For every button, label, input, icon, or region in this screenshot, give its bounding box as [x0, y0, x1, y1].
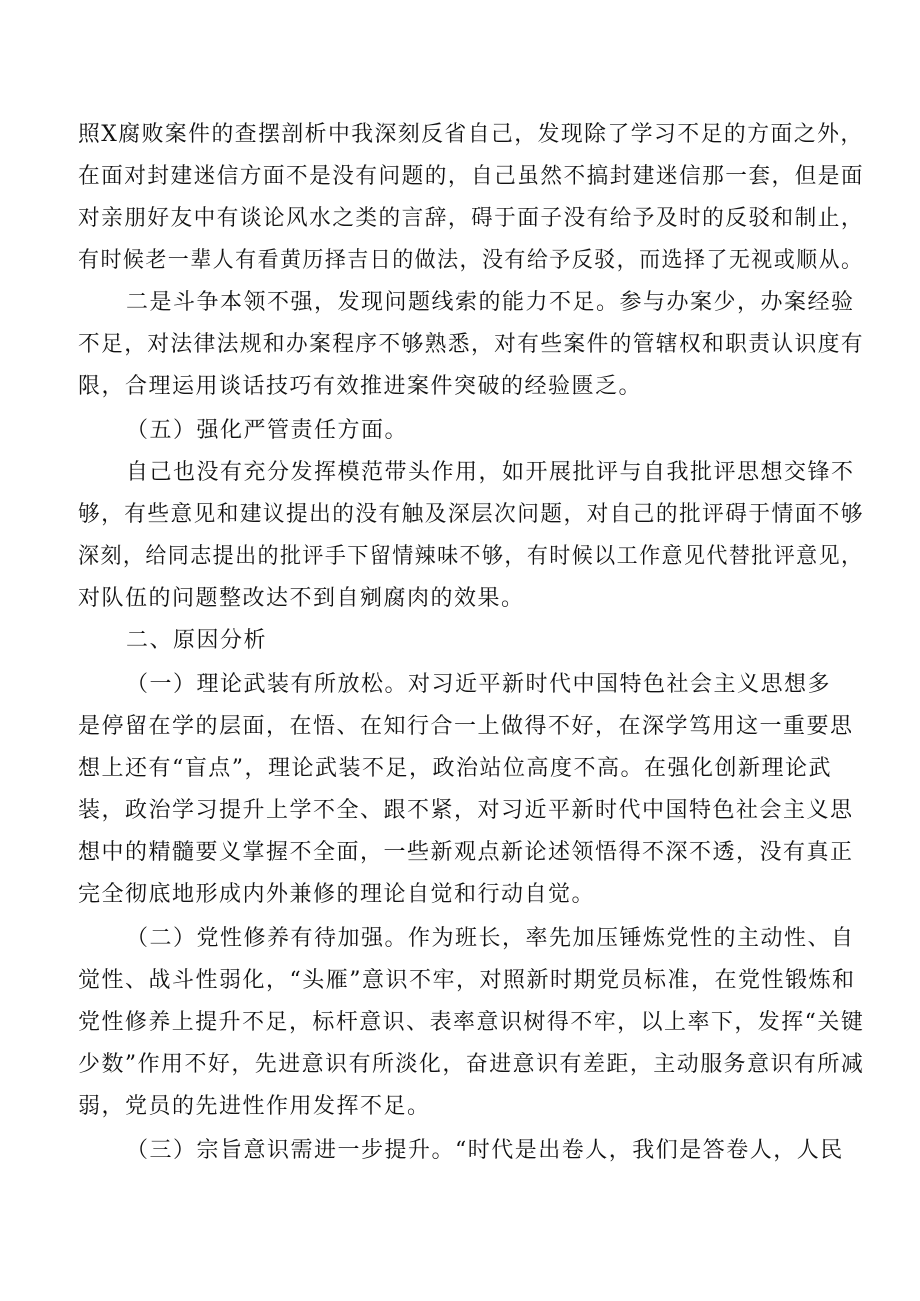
paragraph-line: （一）理论武装有所放松。对习近平新时代中国特色社会主义思想多 [126, 672, 832, 697]
paragraph-line: 弱，党员的先进性作用发挥不足。 [78, 1094, 431, 1119]
paragraph-line: 想上还有“盲点”，理论武装不足，政治站位高度不高。在强化创新理论武 [78, 756, 832, 781]
paragraph-line: （二）党性修养有待加强。作为班长，率先加压锤炼党性的主动性、自 [126, 926, 855, 951]
paragraph-line: 少数”作用不好，先进意识有所淡化，奋进意识有差距，主动服务意识有所减 [78, 1052, 865, 1077]
paragraph-line: 自己也没有充分发挥模范带头作用，如开展批评与自我批评思想交锋不 [126, 460, 855, 485]
paragraph-line: 够，有些意见和建议提出的没有触及深层次问题，对自己的批评碍于情面不够 [78, 502, 864, 527]
paragraph-line: 深刻，给同志提出的批评手下留情辣味不够，有时候以工作意见代替批评意见， [78, 544, 864, 569]
paragraph-line: 对亲朋好友中有谈论风水之类的言辞，碍于面子没有给予及时的反驳和制止， [78, 206, 864, 231]
paragraph-line: （三）宗旨意识需进一步提升。“时代是出卷人，我们是答卷人，人民 [126, 1138, 844, 1163]
paragraph-line: 对队伍的问题整改达不到自剜腐肉的效果。 [78, 586, 525, 611]
paragraph-line: 不足，对法律法规和办案程序不够熟悉，对有些案件的管辖权和职责认识度有 [78, 332, 864, 357]
section-heading: 二、原因分析 [126, 628, 268, 653]
paragraph-line: 在面对封建迷信方面不是没有问题的，自己虽然不搞封建迷信那一套，但是面 [78, 164, 864, 189]
paragraph-line: 限，合理运用谈话技巧有效推进案件突破的经验匮乏。 [78, 374, 643, 399]
paragraph-line: 完全彻底地形成内外兼修的理论自觉和行动自觉。 [78, 882, 596, 907]
paragraph-line: 是停留在学的层面，在悟、在知行合一上做得不好，在深学笃用这一重要思 [78, 714, 854, 739]
paragraph-line: 有时候老一辈人有看黄历择吉日的做法，没有给予反驳，而选择了无视或顺从。 [78, 248, 864, 273]
paragraph-line: 装，政治学习提升上学不全、跟不紧，对习近平新时代中国特色社会主义思 [78, 798, 854, 823]
paragraph-line: 觉性、战斗性弱化，“头雁”意识不牢，对照新时期党员标准，在党性锻炼和 [78, 968, 856, 993]
paragraph-line: 想中的精髓要义掌握不全面，一些新观点新论述领悟得不深不透，没有真正 [78, 840, 854, 865]
section-heading: （五）强化严管责任方面。 [126, 418, 409, 443]
paragraph-line: 二是斗争本领不强，发现问题线索的能力不足。参与办案少，办案经验 [126, 290, 855, 315]
paragraph-line: 党性修养上提升不足，标杆意识、表率意识树得不牢，以上率下，发挥“关键 [78, 1010, 865, 1035]
paragraph-line: 照X腐败案件的查摆剖析中我深刻反省自己，发现除了学习不足的方面之外， [78, 122, 864, 147]
